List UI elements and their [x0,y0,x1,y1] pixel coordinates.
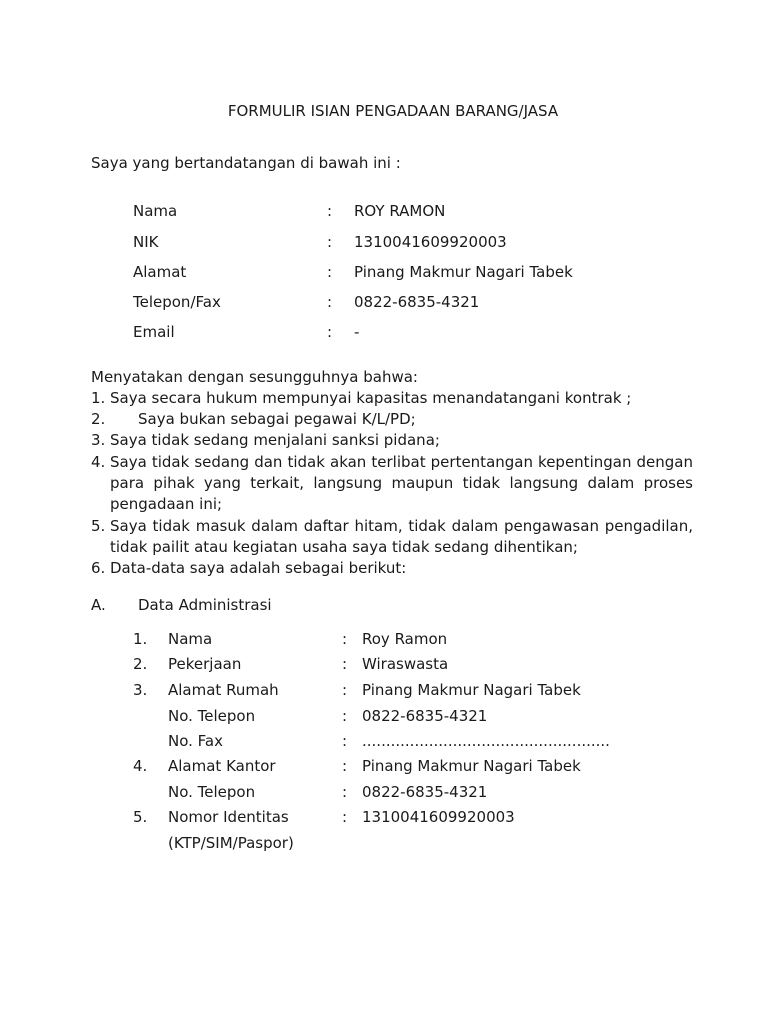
signer-sep: : [327,263,333,281]
row-label: Alamat Kantor [168,757,276,775]
row-number: 1. [133,630,148,648]
row-label: Alamat Rumah [168,681,279,699]
signer-sep: : [327,233,333,251]
signer-value: - [354,323,360,341]
row-sep: : [342,732,348,750]
statement-number: 3. [91,431,106,449]
signer-label: Alamat [133,263,187,281]
signer-label: Nama [133,202,178,220]
statement-text: Saya tidak masuk dalam daftar hitam, tidak dalam pengawasan pengadilan, tidak pailit atau kegiatan usaha saya tidak sedang dihentikan; [110,517,693,556]
declaration-intro: Menyatakan dengan sesungguhnya bahwa: [91,368,418,386]
signer-sep: : [327,323,333,341]
section-letter: A. [91,596,106,614]
row-sep: : [342,655,348,673]
row-sep: : [342,783,348,801]
row-value: Wiraswasta [362,655,449,673]
statement-number: 5. [91,517,106,535]
intro-text: Saya yang bertandatangan di bawah ini : [91,154,401,172]
row-value: 0822-6835-4321 [362,707,488,725]
signer-value: 1310041609920003 [354,233,507,251]
document-title: FORMULIR ISIAN PENGADAAN BARANG/JASA [227,102,559,120]
statement-text: Saya bukan sebagai pegawai K/L/PD; [138,410,416,428]
row-value: 1310041609920003 [362,808,515,826]
row-value: 0822-6835-4321 [362,783,488,801]
row-sep: : [342,681,348,699]
row-sep: : [342,757,348,775]
row-label: No. Telepon [168,707,256,725]
signer-label: Email [133,323,175,341]
statement-text: Saya tidak sedang menjalani sanksi pidana; [110,431,440,449]
row-number: 2. [133,655,148,673]
statement-text: Saya secara hukum mempunyai kapasitas menandatangani kontrak ; [110,389,632,407]
statement-number: 6. [91,559,106,577]
statement-text: Saya tidak sedang dan tidak akan terlibat pertentangan kepentingan dengan para pihak yang terkait, langsung maupun tidak langsung dalam proses pengadaan ini; [110,453,693,513]
statement-text: Data-data saya adalah sebagai berikut: [110,559,407,577]
statement-number: 1. [91,389,106,407]
row-sep: : [342,630,348,648]
row-value: Pinang Makmur Nagari Tabek [362,757,581,775]
row-value: Pinang Makmur Nagari Tabek [362,681,581,699]
statement-number: 2. [91,410,106,428]
row-value: .................................................... [362,732,610,750]
signer-sep: : [327,202,333,220]
signer-label: NIK [133,233,159,251]
row-number: 3. [133,681,148,699]
row-label: No. Fax [168,732,223,750]
signer-value: Pinang Makmur Nagari Tabek [354,263,573,281]
row-number: 5. [133,808,148,826]
section-heading: Data Administrasi [138,596,272,614]
row-label: Nama [168,630,213,648]
row-sep: : [342,808,348,826]
signer-sep: : [327,293,333,311]
row-sep: : [342,707,348,725]
signer-value: ROY RAMON [354,202,446,220]
row-value: Roy Ramon [362,630,448,648]
row-label: Nomor Identitas [168,808,289,826]
row-label: (KTP/SIM/Paspor) [168,834,294,852]
statement-number: 4. [91,453,106,471]
signer-value: 0822-6835-4321 [354,293,480,311]
row-number: 4. [133,757,148,775]
row-label: Pekerjaan [168,655,242,673]
signer-label: Telepon/Fax [133,293,221,311]
row-label: No. Telepon [168,783,256,801]
